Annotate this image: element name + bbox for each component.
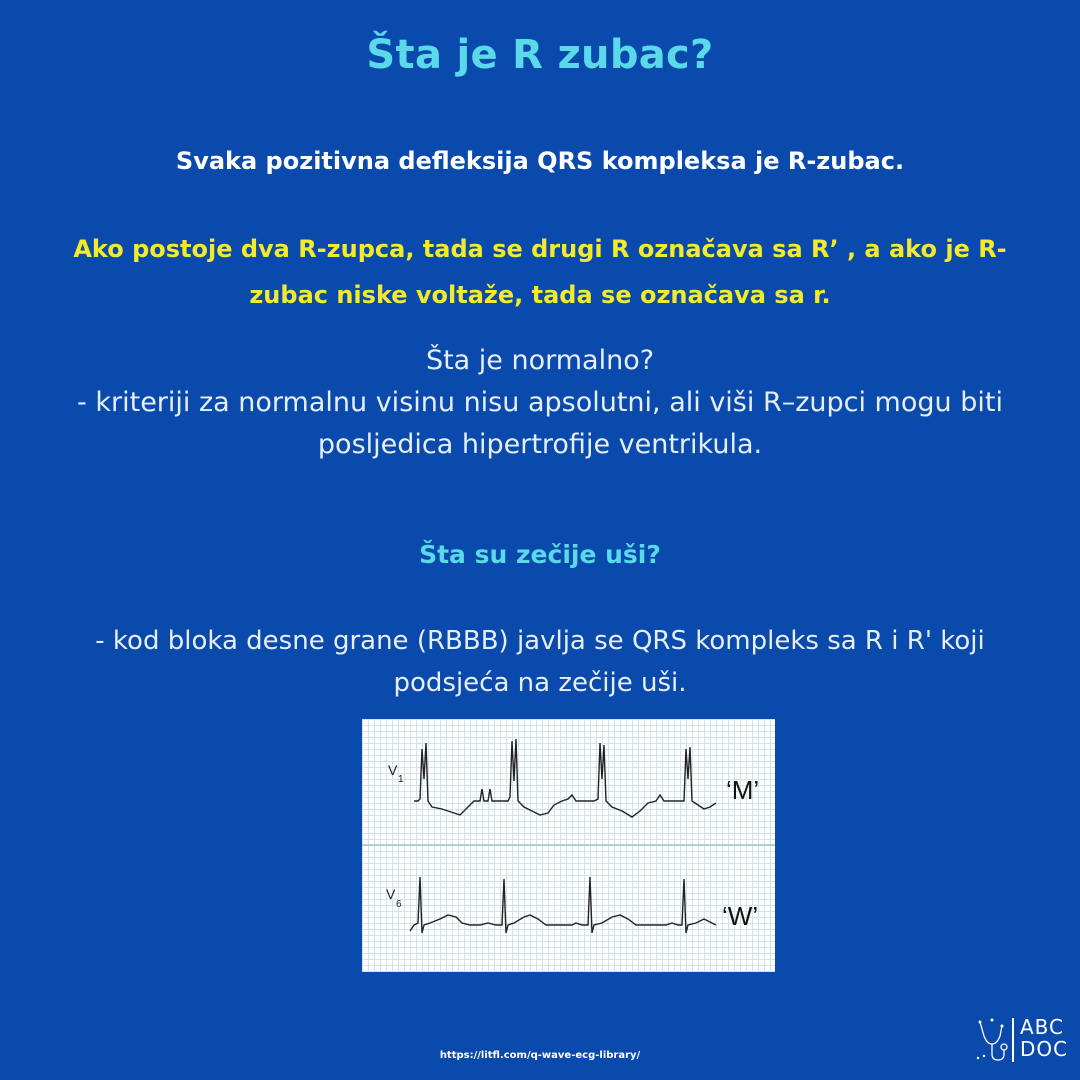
ecg-traces xyxy=(362,719,775,972)
r-prime-line-2: zubac niske voltaže, tada se označava sa r. xyxy=(249,281,831,309)
rbbb-line-1: - kod bloka desne grane (RBBB) javlja se QRS kompleks sa R i R' koji xyxy=(95,626,985,656)
definition-text: Svaka pozitivna defleksija QRS kompleksa je R-zubac. xyxy=(175,147,905,175)
normal-section xyxy=(30,340,1050,466)
r-prime-line-1: Ako postoje dva R-zupca, tada se drugi R označava sa R’ , a ako je R- xyxy=(73,235,1007,263)
logo-text-bottom: DOC xyxy=(1020,1037,1069,1061)
lead-v1-sub: 1 xyxy=(398,774,404,785)
r-prime-note xyxy=(40,226,1040,318)
logo-divider xyxy=(1012,1018,1014,1062)
source-link[interactable]: https://litfl.com/q-wave-ecg-library/ xyxy=(439,1050,641,1061)
lead-v6-trace xyxy=(410,877,716,933)
lead-v1-trace xyxy=(414,739,716,817)
lead-v1-pattern: ‘M’ xyxy=(726,775,760,805)
lead-v6-pattern: ‘W’ xyxy=(722,901,759,931)
normal-question: Šta je normalno? xyxy=(425,345,655,376)
rbbb-description xyxy=(40,620,1040,704)
rabbit-ears-heading: Šta su zečije uši? xyxy=(419,540,661,569)
normal-line-2: posljedica hipertrofije ventrikula. xyxy=(317,429,763,460)
abc-doc-logo xyxy=(972,1015,1069,1064)
logo-text-top: ABC xyxy=(1020,1015,1065,1039)
logo-text xyxy=(1020,1016,1068,1060)
lead-v6-sub: 6 xyxy=(396,899,402,910)
ecg-strip-image xyxy=(362,719,775,972)
stethoscope-icon xyxy=(972,1016,1012,1064)
rbbb-line-2: podsjeća na zečije uši. xyxy=(393,668,687,698)
page-title: Šta je R zubac? xyxy=(366,32,714,78)
lead-v6-label: V xyxy=(386,886,396,902)
normal-line-1: - kriteriji za normalnu visinu nisu apsolutni, ali viši R–zupci mogu biti xyxy=(77,387,1003,418)
lead-v1-label: V xyxy=(388,762,398,778)
